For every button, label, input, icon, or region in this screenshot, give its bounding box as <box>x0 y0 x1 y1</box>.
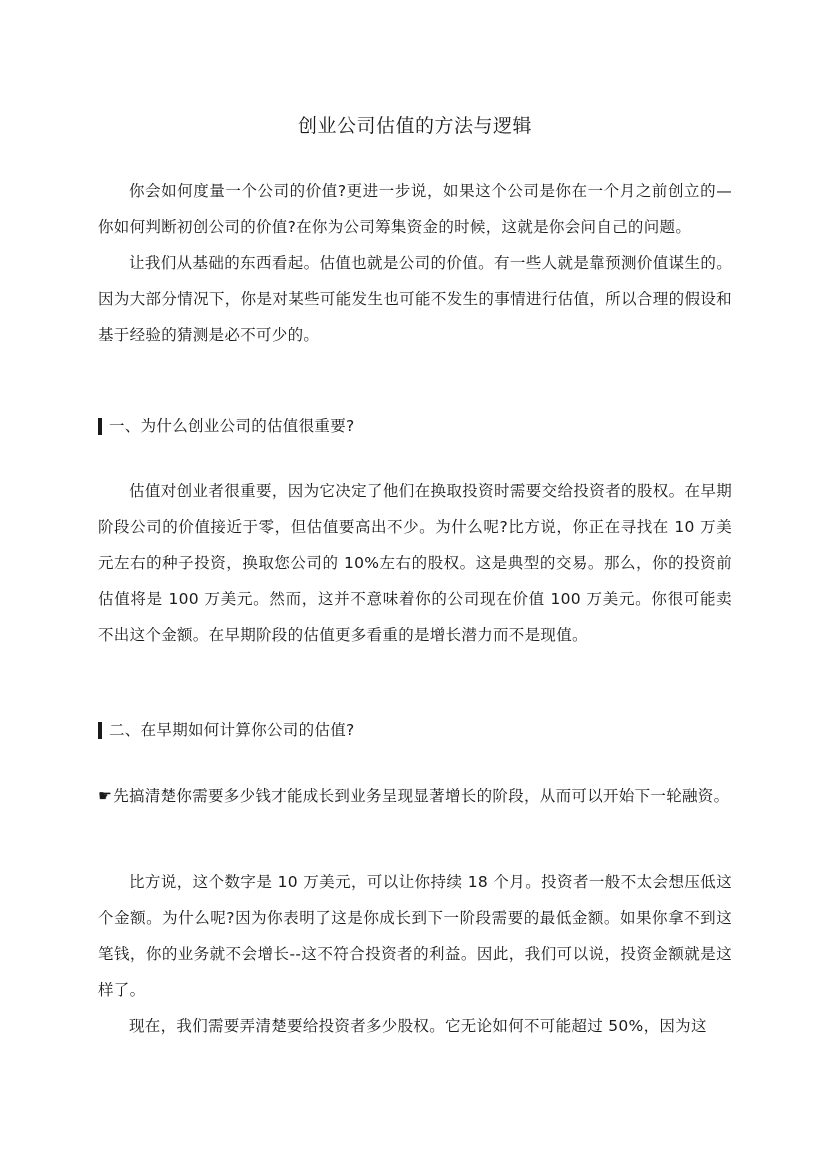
section-paragraph: 估值对创业者很重要，因为它决定了他们在换取投资时需要交给投资者的股权。在早期阶段公司的价值接近于零，但估值要高出不少。为什么呢?比方说，你正在寻找在 10 万美元左右的种子投资，换取您公司的 10%左右的股权。这是典型的交易。那么，你的投资前估值将是 100 万美元。然而，这并不意味着你的公司现在价值 100 万美元。你很可能卖不出这个金额。在早期阶段的估值更多看重的是增长潜力而不是现值。 <box>98 482 733 644</box>
bullet-text: 先搞清楚你需要多少钱才能成长到业务呈现显著增长的阶段，从而可以开始下一轮融资。 <box>113 787 730 805</box>
heading-bar-marker <box>98 722 102 739</box>
section-heading-why-valuation <box>98 412 732 440</box>
heading-bar-marker <box>98 418 102 435</box>
document-page <box>98 0 732 1169</box>
bullet-paragraph <box>98 778 732 814</box>
section-heading-text: 一、为什么创业公司的估值很重要? <box>109 417 355 435</box>
section-paragraph: 现在，我们需要弄清楚要给投资者多少股权。它无论如何不可能超过 50%，因为这 <box>129 1017 707 1035</box>
document-title: 创业公司估值的方法与逻辑 <box>297 115 532 137</box>
section-paragraph: 比方说，这个数字是 10 万美元，可以让你持续 18 个月。投资者一般不太会想压低这个金额。为什么呢?因为你表明了这是你成长到下一阶段需要的最低金额。如果你拿不到这笔钱，你的业务就不会增长--这不符合投资者的利益。因此，我们可以说，投资金额就是这样了。 <box>98 873 732 999</box>
pointing-hand-icon: ☛ <box>98 787 113 805</box>
section-heading-text: 二、在早期如何计算你公司的估值? <box>109 721 355 739</box>
intro-paragraph: 让我们从基础的东西看起。估值也就是公司的价值。有一些人就是靠预测价值谋生的。因为大部分情况下，你是对某些可能发生也可能不发生的事情进行估值，所以合理的假设和基于经验的猜测是必不可少的。 <box>98 254 732 344</box>
intro-paragraph: 你会如何度量一个公司的价值?更进一步说，如果这个公司是你在一个月之前创立的—你如何判断初创公司的价值?在你为公司筹集资金的时候，这就是你会问自己的问题。 <box>98 182 732 236</box>
section-heading-how-to-calculate <box>98 716 732 744</box>
